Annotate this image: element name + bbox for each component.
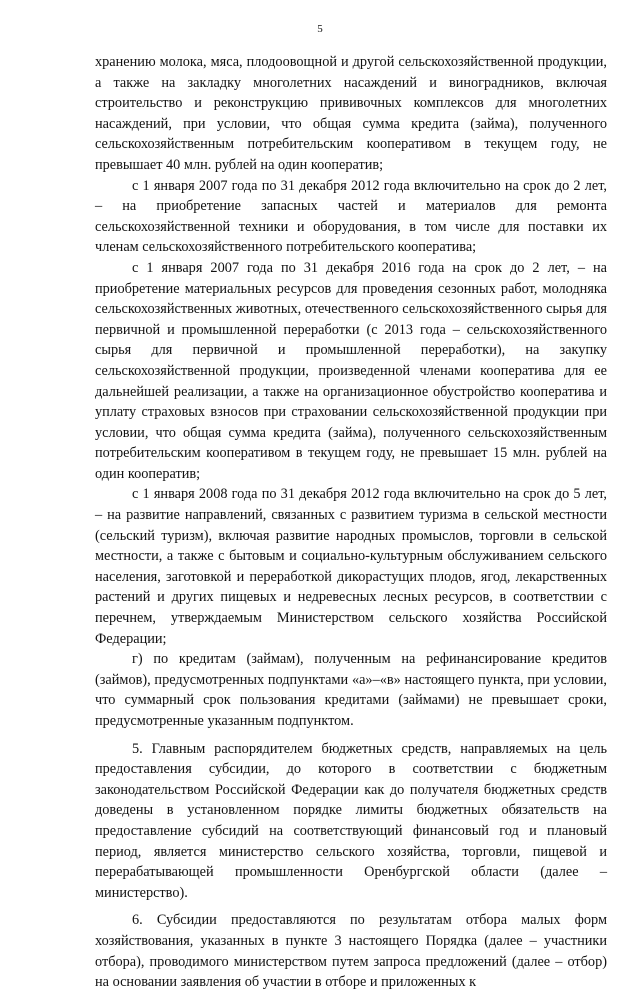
paragraph-seasonal-works: с 1 января 2007 года по 31 декабря 2016 года на срок до 2 лет, – на приобретение материальных ресурсов для проведения сезонных работ, молодняка сельскохозяйственных животных, отечественного сельскохозяйственного сырья для первичной и промышленной переработки (с 2013 года – сельскохозяйственного сырья для первичной и промышленной переработки), на закупку сельскохозяйственной продукции, произведенной членами кооператива для ее дальнейшей реализации, а также на организационное обустройство кооператива и уплату страховых взносов при страховании сельскохозяйственной продукции при условии, что общая сумма кредита (займа), полученного сельскохозяйственным потребительским кооперативом в текущем году, не превышает 15 млн. рублей на один кооператив; <box>95 259 607 482</box>
paragraph-continuation: хранению молока, мяса, плодоовощной и другой сельскохозяйственной продукции, а также на закладку многолетних насаждений и виноградников, включая строительство и реконструкцию прививочных комплексов для многолетних насаждений, при условии, что общая сумма кредита (займа), полученного сельскохозяйственным потребительским кооперативом в текущем году, не превышает 40 млн. рублей на один кооператив; <box>95 54 607 173</box>
paragraph-rural-tourism: с 1 января 2008 года по 31 декабря 2012 года включительно на срок до 5 лет, – на развитие направлений, связанных с развитием туризма в сельской местности (сельский туризм), включая развитие народных промыслов, торговли в сельской местности, а также с бытовым и социально-культурным обслуживанием сельского населения, заготовкой и переработкой дикорастущих плодов, ягод, лекарственных растений и других пищевых и недревесных лесных ресурсов, в соответствии с перечнем, утверждаемым Министерством сельского хозяйства Российской Федерации; <box>95 486 607 647</box>
paragraph-spare-parts: с 1 января 2007 года по 31 декабря 2012 года включительно на срок до 2 лет, – на приобретение запасных частей и материалов для ремонта сельскохозяйственной техники и оборудования, в том числе для поставки их членам сельскохозяйственного потребительского кооператива; <box>95 177 607 256</box>
paragraph-clause-6: 6. Субсидии предоставляются по результатам отбора малых форм хозяйствования, указанных в пункте 3 настоящего Порядка (далее – участники отбора), проводимого министерством путем запроса предложений (далее – отбор) на основании заявления об участии в отборе и приложенных к <box>95 912 607 991</box>
paragraph-clause-5: 5. Главным распорядителем бюджетных средств, направляемых на цель предоставления субсидии, до которого в соответствии с бюджетным законодательством Российской Федерации как до получателя бюджетных средств доведены в установленном порядке лимиты бюджетных обязательств на предоставление субсидий на соответствующий финансовый год и плановый период, является министерство сельского хозяйства, торговли, пищевой и перерабатывающей промышленности Оренбургской области (далее – министерство). <box>95 740 607 901</box>
page-number: 5 <box>317 23 323 35</box>
paragraph-refinancing: г) по кредитам (займам), полученным на рефинансирование кредитов (займов), предусмотренных подпунктами «а»–«в» настоящего пункта, при условии, что суммарный срок пользования кредитами (займами) не превышает сроки, предусмотренные указанным подпунктом. <box>95 651 607 729</box>
document-body <box>95 52 607 993</box>
